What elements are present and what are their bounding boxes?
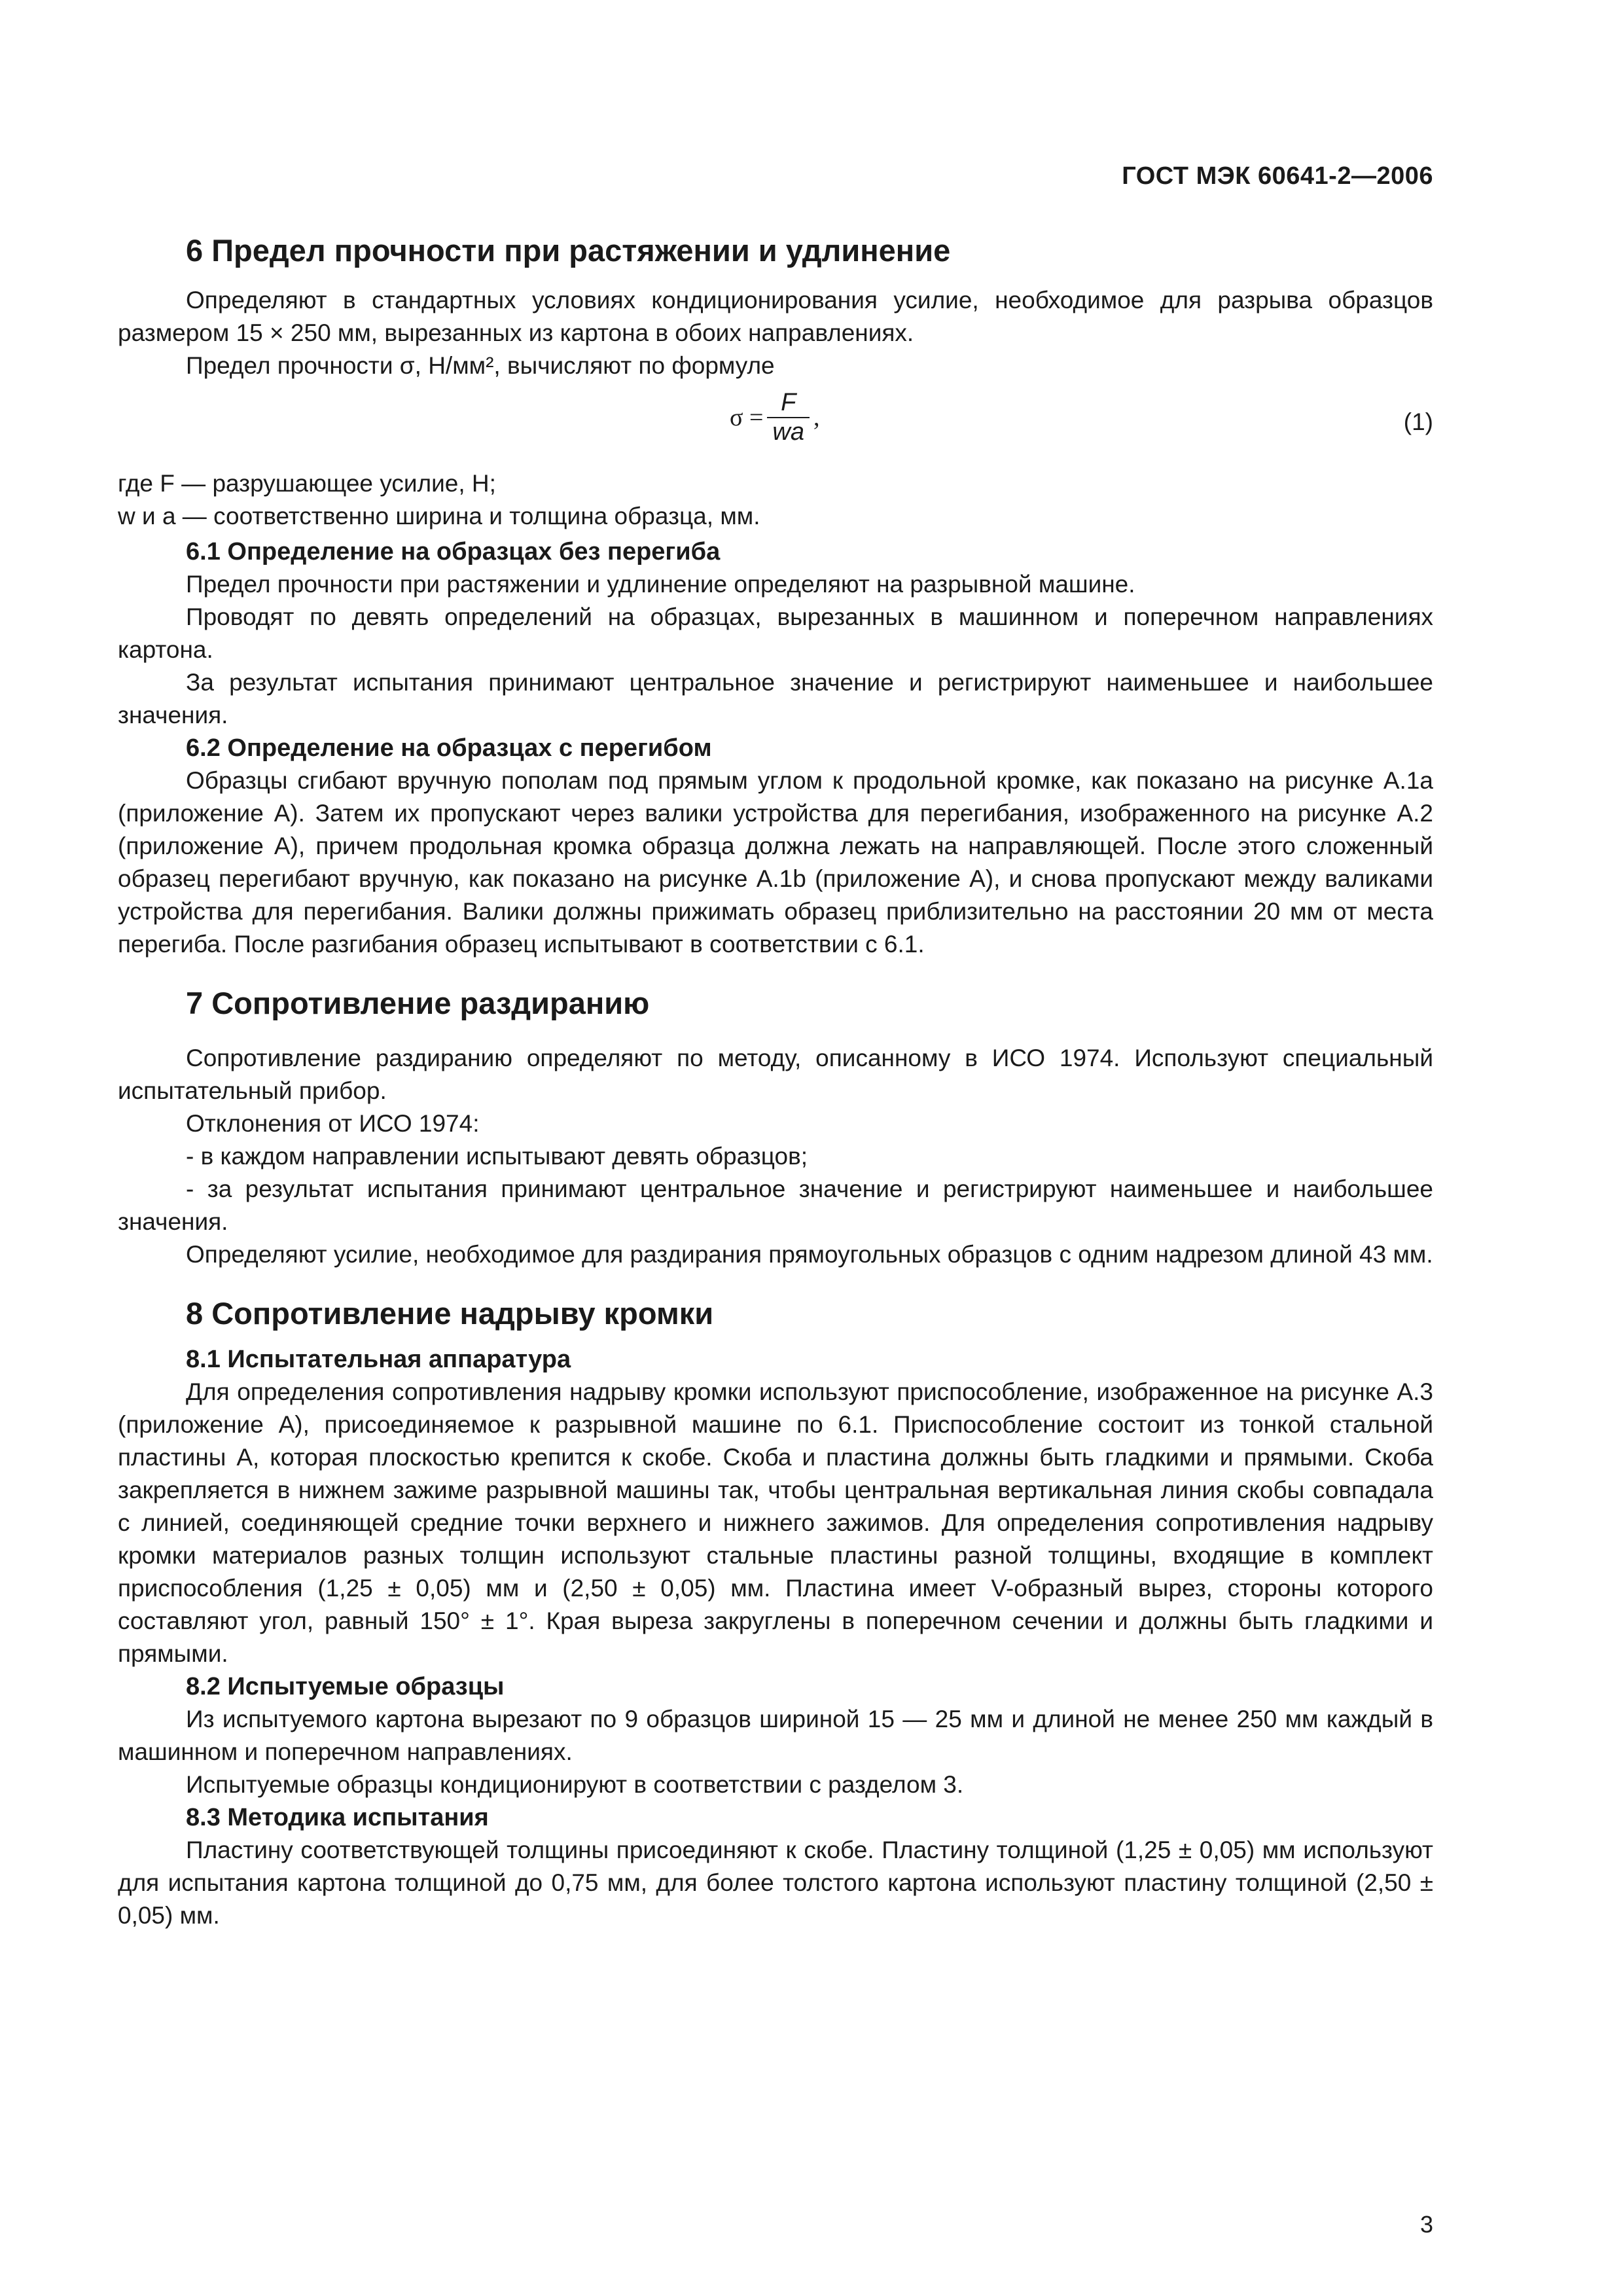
formula-numerator: F [781,389,796,416]
equation-number: (1) [1403,408,1433,435]
page-number: 3 [1419,2211,1433,2238]
formula-sigma [730,389,820,446]
section-6-paragraph-1: Определяют в стандартных условиях кондиционирования усилие, необходимое для разрыва образцов размером 15 × 250 мм, вырезанных из картона в обоих направлениях. [118,287,1433,346]
section-8-3-paragraph-1: Пластину соответствующей толщины присоединяют к скобе. Пластину толщиной (1,25 ± 0,05) мм используют для испытания картона толщиной до 0,75 мм, для более толстого картона используют пластину толщиной (2,50 ± 0,05) мм. [118,1837,1433,1929]
formula-tail: , [813,404,820,431]
section-8-3-title: 8.3 Методика испытания [186,1804,489,1831]
section-6-1-title: 6.1 Определение на образцах без перегиба [186,538,721,565]
section-6-2-paragraph-1: Образцы сгибают вручную пополам под прямым углом к продольной кромке, как показано на рисунке А.1a (приложение А). Затем их пропускают через валики устройства для перегибания, изображенного на рисунке А.2 (приложение А), причем продольная кромка образца должна лежать на направляющей. После этого сложенный образец перегибают вручную, как показано на рисунке А.1b (приложение А), и снова пропускают между валиками устройства для перегибания. Валики должны прижимать образец приблизительно на расстоянии 20 мм от места перегиба. После разгибания образец испытывают в соответствии с 6.1. [118,767,1433,958]
section-8-title: 8 Сопротивление надрыву кромки [186,1296,714,1331]
page-content [118,0,1433,1932]
section-8-2-paragraph-1: Из испытуемого картона вырезают по 9 образцов шириной 15 — 25 мм и длиной не менее 250 мм каждый в машинном и поперечном направлениях. [118,1706,1433,1765]
section-8-1-title: 8.1 Испытательная аппаратура [186,1346,571,1373]
section-7-title: 7 Сопротивление раздиранию [186,986,650,1020]
formula-fraction [767,389,810,446]
section-7-list-item-1: - в каждом направлении испытывают девять образцов; [186,1143,808,1170]
formula-lhs: σ = [730,404,764,431]
section-6-2-title: 6.2 Определение на образцах с перегибом [186,734,712,762]
standard-number: ГОСТ МЭК 60641-2—2006 [1122,162,1433,190]
formula-where-2: w и a — соответственно ширина и толщина образца, мм. [118,503,760,529]
section-6-paragraph-2: Предел прочности σ, Н/мм², вычисляют по формуле [186,352,775,379]
section-6-title: 6 Предел прочности при растяжении и удлинение [186,233,951,268]
formula-denominator: wa [767,417,810,446]
section-8-2-title: 8.2 Испытуемые образцы [186,1673,505,1700]
section-7-paragraph-2: Отклонения от ИСО 1974: [186,1110,480,1137]
section-6-1-paragraph-3: За результат испытания принимают центральное значение и регистрируют наименьшее и наибольшее значения. [118,669,1433,728]
section-7-paragraph-5: Определяют усилие, необходимое для раздирания прямоугольных образцов с одним надрезом длиной 43 мм. [186,1241,1433,1268]
formula-1 [118,382,1433,467]
section-7-list-item-2: - за результат испытания принимают центральное значение и регистрируют наименьшее и наибольшее значения. [118,1175,1433,1235]
section-6-1-paragraph-1: Предел прочности при растяжении и удлинение определяют на разрывной машине. [186,571,1135,598]
section-7-paragraph-1: Сопротивление раздиранию определяют по методу, описанному в ИСО 1974. Используют специальный испытательный прибор. [118,1045,1433,1104]
formula-where-1: где F — разрушающее усилие, Н; [118,470,496,497]
section-6-1-paragraph-2: Проводят по девять определений на образцах, вырезанных в машинном и поперечном направлениях картона. [118,603,1433,663]
section-8-1-paragraph-1: Для определения сопротивления надрыву кромки используют приспособление, изображенное на рисунке А.3 (приложение А), присоединяемое к разрывной машине по 6.1. Приспособление состоит из тонкой стальной пластины А, которая плоскостью крепится к скобе. Скоба и пластина должны быть гладкими и прямыми. Скоба закрепляется в нижнем зажиме разрывной машины так, чтобы центральная вертикальная линия скобы совпадала с линией, соединяющей средние точки верхнего и нижнего зажимов. Для определения сопротивления надрыву кромки материалов разных толщин используют стальные пластины разной толщины, входящие в комплект приспособления (1,25 ± 0,05) мм и (2,50 ± 0,05) мм. Пластина имеет V-образный вырез, стороны которого составляют угол, равный 150° ± 1°. Края выреза закруглены в поперечном сечении и должны быть гладкими и прямыми. [118,1378,1433,1667]
section-8-2-paragraph-2: Испытуемые образцы кондиционируют в соответствии с разделом 3. [186,1771,964,1798]
